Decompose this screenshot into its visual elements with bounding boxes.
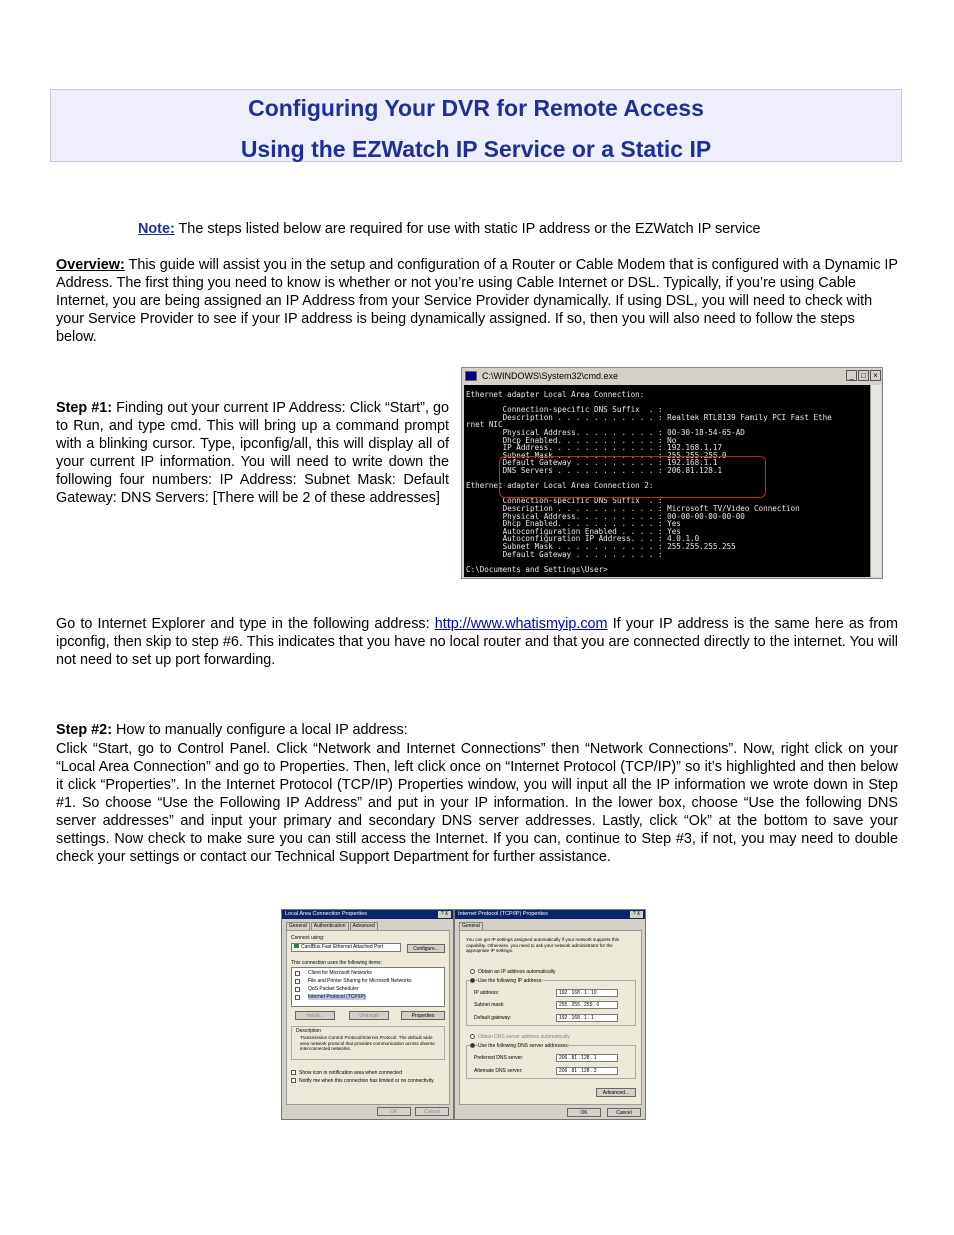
step2-heading bbox=[56, 721, 898, 739]
cmd-output-line: Description . . . . . . . . . . . : Realtek RTL8139 Family PCI Fast Ethe bbox=[466, 412, 832, 422]
obtain-dns-label: Obtain DNS server address automatically bbox=[478, 1034, 570, 1040]
note-paragraph bbox=[138, 220, 858, 238]
whatismyip-before: Go to Internet Explorer and type in the following address: bbox=[56, 616, 435, 632]
ip-label: IP address: bbox=[474, 990, 500, 996]
alternate-dns-field: 206 . 81 . 128 . 2 bbox=[556, 1067, 618, 1075]
tcpip-intro: You can get IP settings assigned automatically if your network supports this capability. Otherwise, you need to ask your network administrator for the appropriate IP settings. bbox=[466, 937, 619, 953]
subnet-label: Subnet mask: bbox=[474, 1002, 505, 1008]
gateway-label: Default gateway: bbox=[474, 1015, 512, 1021]
tcpip-general-panel bbox=[459, 930, 642, 1105]
lac-general-panel bbox=[286, 930, 450, 1105]
list-item: QoS Packet Scheduler bbox=[308, 986, 359, 992]
properties-button: Properties bbox=[401, 1011, 445, 1020]
install-button: Install... bbox=[295, 1011, 335, 1020]
cmd-output-line: DNS Servers . . . . . . . . . . . : 206.81.128.1 bbox=[466, 466, 723, 475]
cmd-output-line: Physical Address. . . . . . . . . : 00-00-00-00-00-00 bbox=[466, 511, 745, 521]
cmd-output-line: Subnet Mask . . . . . . . . . . . : 255.255.255.0 bbox=[466, 450, 727, 460]
tcpip-properties-dialog bbox=[454, 909, 646, 1120]
cmd-output-line: rnet NIC bbox=[466, 420, 503, 430]
lac-title-bar bbox=[282, 910, 453, 919]
cmd-output-line: Default Gateway . . . . . . . . . : bbox=[466, 549, 663, 559]
cmd-output-line: IP Address. . . . . . . . . . . . : 192.168.1.17 bbox=[466, 443, 723, 453]
ok-button: OK bbox=[567, 1108, 601, 1117]
cmd-output-line: Dhcp Enabled. . . . . . . . . . . : No bbox=[466, 435, 677, 445]
cmd-console bbox=[464, 385, 870, 577]
close-icon: × bbox=[870, 370, 881, 381]
tab-authentication: Authentication bbox=[311, 922, 349, 930]
items-list bbox=[291, 967, 445, 1007]
use-following-label: Use the following IP address: bbox=[478, 978, 543, 984]
show-icon-label: Show icon in notification area when connected bbox=[299, 1070, 402, 1076]
title-banner bbox=[50, 89, 902, 162]
advanced-button: Advanced... bbox=[596, 1088, 636, 1097]
adapter-field bbox=[291, 943, 401, 952]
cancel-button: Cancel bbox=[415, 1107, 449, 1116]
connect-using-label: Connect using: bbox=[291, 935, 325, 941]
maximize-icon: □ bbox=[858, 370, 869, 381]
cmd-output-line: Description . . . . . . . . . . . : Microsoft TV/Video Connection bbox=[466, 504, 800, 513]
description-group bbox=[291, 1026, 445, 1060]
gateway-field: 192 . 168 . 1 . 1 bbox=[556, 1014, 618, 1022]
subnet-field: 255 . 255 . 255 . 0 bbox=[556, 1001, 618, 1009]
note-label: Note: bbox=[138, 221, 175, 237]
uninstall-button: Uninstall bbox=[349, 1011, 389, 1020]
tcpip-title-bar bbox=[455, 910, 645, 919]
title-line-1: Configuring Your DVR for Remote Access bbox=[248, 95, 704, 121]
title-line-2: Using the EZWatch IP Service or a Static IP bbox=[240, 136, 712, 162]
cmd-window-screenshot bbox=[461, 367, 883, 579]
step1-label: Step #1: bbox=[56, 400, 113, 416]
tab-advanced: Advanced bbox=[350, 922, 378, 930]
overview-paragraph bbox=[56, 256, 898, 346]
step1-paragraph bbox=[56, 399, 449, 507]
lac-title: Local Area Connection Properties bbox=[285, 911, 367, 917]
step1-text: Finding out your current IP Address: Click “Start”, go to Run, and type cmd. This will bring up a command prompt with a blinking cursor. Type, ipconfig/all, this will display all of your current IP information. You will need to write down the following four numbers: IP Address: Subnet Mask: Default Gateway: DNS Servers: [There will be 2 of these addresses] bbox=[56, 400, 449, 506]
tcpip-title: Internet Protocol (TCP/IP) Properties bbox=[458, 911, 548, 917]
cancel-button: Cancel bbox=[607, 1108, 641, 1117]
whatismyip-link[interactable]: http://www.whatismyip.com bbox=[434, 616, 608, 632]
cmd-output-line: Physical Address. . . . . . . . . : 00-30-18-54-65-AD bbox=[466, 428, 745, 437]
cmd-output-line: Subnet Mask . . . . . . . . . . . : 255.255.255.255 bbox=[466, 542, 736, 551]
cmd-output-line: Connection-specific DNS Suffix . : bbox=[466, 496, 663, 506]
obtain-auto-label: Obtain an IP address automatically bbox=[478, 969, 556, 975]
cmd-scrollbar bbox=[870, 385, 881, 577]
minimize-icon: _ bbox=[846, 370, 857, 381]
alternate-dns-label: Alternate DNS server: bbox=[474, 1068, 523, 1074]
cmd-output-line: Default Gateway . . . . . . . . . : 192.168.1.1 bbox=[466, 458, 718, 468]
cmd-icon bbox=[465, 371, 477, 381]
cmd-output-line: Dhcp Enabled. . . . . . . . . . . : Yes bbox=[466, 519, 681, 529]
list-item-tcpip: Internet Protocol (TCP/IP) bbox=[308, 994, 366, 1000]
cmd-title-bar bbox=[462, 368, 882, 384]
note-text: The steps listed below are required for use with static IP address or the EZWatch IP service bbox=[174, 221, 761, 237]
configure-button: Configure... bbox=[407, 944, 445, 953]
step2-label: Step #2: bbox=[56, 722, 112, 738]
help-close-icon: ? X bbox=[630, 911, 643, 918]
lac-properties-dialog bbox=[281, 909, 454, 1120]
cmd-output-line: Ethernet adapter Local Area Connection 2: bbox=[466, 481, 654, 491]
cmd-title: C:\WINDOWS\System32\cmd.exe bbox=[482, 371, 619, 381]
step2-paragraph: Click “Start, go to Control Panel. Click “Network and Internet Connections” then “Network Connections”. Now, right click on your “Local Area Connection” and go to Properties. Then, left click once on “Internet Protocol (TCP/IP)” so it’s highlighted and then below it click “Properties”. In the Internet Protocol (TCP/IP) Properties window, you will input all the IP information we wrote down in Step #1. So choose “Use the Following IP Address” and put in your IP information. In the lower box, choose “Use the following DNS server addresses” and input your primary and secondary DNS server addresses. Lastly, click “Ok” at the bottom to save your settings. Now check to make sure you can still access the Internet. If you can, continue to Step #3, if not, you may need to double check your settings or contact our Technical Support Department for further assistance. bbox=[56, 741, 898, 865]
adapter-name: CardBus Fast Ethernet Attached Port bbox=[301, 944, 384, 950]
list-item: File and Printer Sharing for Microsoft Networks bbox=[308, 978, 412, 984]
cmd-output-line: Ethernet adapter Local Area Connection: bbox=[466, 390, 645, 399]
preferred-dns-field: 206 . 81 . 128 . 1 bbox=[556, 1054, 618, 1062]
list-item: Client for Microsoft Networks bbox=[308, 970, 372, 976]
whatismyip-after: If your IP address is the same here as from ipconfig, then skip to step #6. This indicates that you have no local router and that you are connected directly to the internet. You will not need to set up port forwarding. bbox=[56, 616, 898, 668]
ok-button: OK bbox=[377, 1107, 411, 1116]
overview-label: Overview: bbox=[56, 257, 125, 273]
cmd-output-line: Autoconfiguration Enabled . . . . : Yes bbox=[466, 526, 681, 536]
whatismyip-paragraph bbox=[56, 615, 898, 669]
network-adapter-icon bbox=[294, 944, 299, 948]
description-text: Transmission Control Protocol/Internet Protocol. The default wide area network protocol that provides communication across diverse interconnected networks. bbox=[300, 1035, 435, 1051]
ip-field: 192 . 168 . 1 . 10 bbox=[556, 989, 618, 997]
cmd-output-line: C:\Documents and Settings\User> bbox=[466, 564, 608, 574]
tab-general: General bbox=[459, 922, 483, 930]
overview-text: This guide will assist you in the setup and configuration of a Router or Cable Modem that is configured with a Dynamic IP Address. The first thing you need to know is whether or not you’re using Cable Internet or DSL. Typically, if you’re using Cable Internet, you are being assigned an IP Address from your Service Provider dynamically. If using DSL, you will need to check with your Service Provider to see if your IP address is being dynamically assigned. If so, then you will also need to follow the steps below. bbox=[56, 257, 898, 345]
description-label: Description bbox=[296, 1028, 322, 1034]
help-close-icon: ? X bbox=[438, 911, 451, 918]
step2-intro: How to manually configure a local IP address: bbox=[111, 722, 408, 738]
notify-label: Notify me when this connection has limited or no connectivity bbox=[299, 1078, 434, 1084]
cmd-output-line: Autoconfiguration IP Address. . . : 4.0.1.0 bbox=[466, 534, 700, 544]
preferred-dns-label: Preferred DNS server: bbox=[474, 1055, 524, 1061]
use-dns-label: Use the following DNS server addresses: bbox=[478, 1043, 570, 1049]
tab-general: General bbox=[286, 922, 310, 930]
highlight-ellipse bbox=[499, 456, 766, 498]
items-label: This connection uses the following items: bbox=[291, 960, 382, 966]
cmd-output-line: Connection-specific DNS Suffix . : bbox=[466, 405, 663, 415]
